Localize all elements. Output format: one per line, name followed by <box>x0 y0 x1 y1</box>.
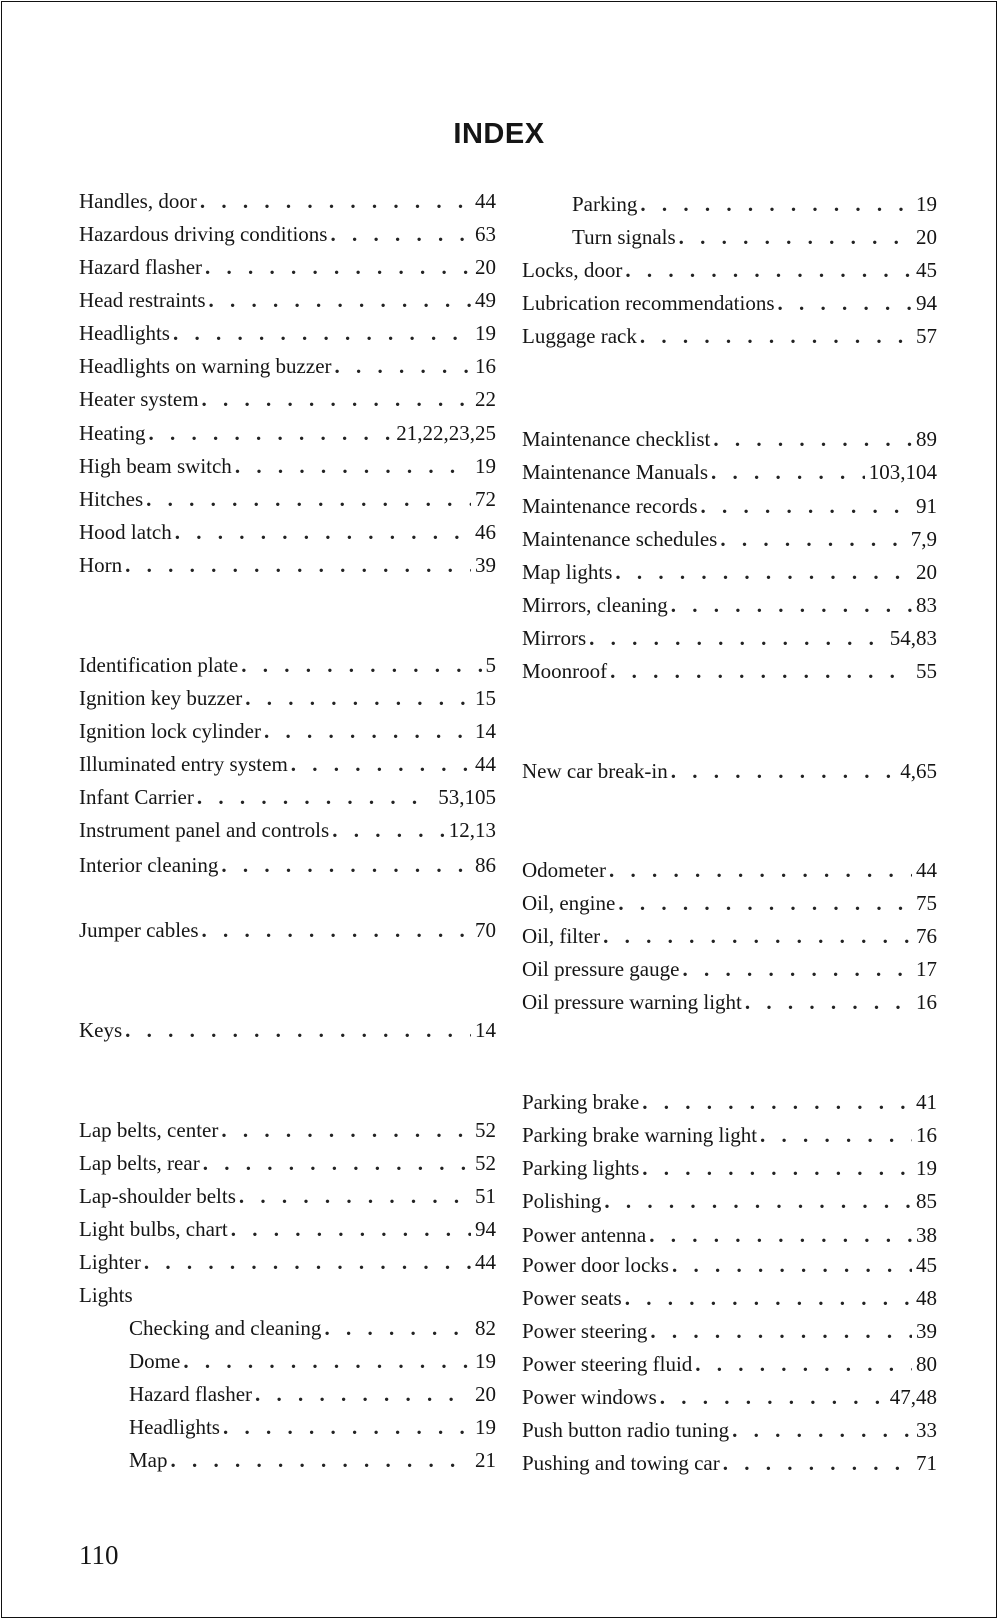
index-entry-label: Map <box>129 1448 168 1472</box>
index-page <box>1 1 997 1618</box>
index-entry-page: 20 <box>916 560 937 584</box>
dot-leader <box>640 189 912 219</box>
index-entry-page: 17 <box>916 957 937 981</box>
index-entry-page: 39 <box>916 1319 937 1343</box>
index-entry-page: 16 <box>916 1123 937 1147</box>
dot-leader <box>245 683 471 713</box>
index-entry-label: Power steering fluid <box>522 1352 693 1376</box>
index-entry-label: Maintenance schedules <box>522 527 718 551</box>
index-entry-page: 19 <box>916 1156 937 1180</box>
index-entry-page: 22 <box>475 387 496 411</box>
dot-leader <box>125 550 471 580</box>
index-entry-label: High beam switch <box>79 454 232 478</box>
dot-leader <box>202 915 471 945</box>
index-entry-label: Turn signals <box>572 225 676 249</box>
index-entry-label: Hazard flasher <box>79 255 203 279</box>
dot-leader <box>324 1313 471 1343</box>
index-entry <box>522 524 937 554</box>
index-entry <box>79 351 496 381</box>
index-entry-page: 52 <box>475 1118 496 1142</box>
dot-leader <box>649 1220 912 1250</box>
index-entry <box>79 484 496 514</box>
index-entry-label: Headlights on warning buzzer <box>79 354 332 378</box>
index-entry-page: 15 <box>475 686 496 710</box>
index-entry <box>522 1283 937 1313</box>
index-entry-label: Lighter <box>79 1250 141 1274</box>
index-entry <box>79 1015 496 1045</box>
index-entry-label: Parking brake <box>522 1090 640 1114</box>
index-entry-page: 19 <box>475 1349 496 1373</box>
dot-leader <box>720 524 906 554</box>
dot-leader <box>713 424 912 454</box>
index-entry-label: Jumper cables <box>79 918 199 942</box>
index-entry <box>79 1181 496 1211</box>
index-entry <box>522 1448 937 1478</box>
index-entry-label: Maintenance records <box>522 494 698 518</box>
dot-leader <box>610 656 912 686</box>
dot-leader <box>589 623 886 653</box>
dot-leader <box>144 1247 471 1277</box>
index-entry <box>79 186 496 216</box>
index-entry <box>129 1313 496 1343</box>
index-entry-page: 4,65 <box>900 759 937 783</box>
index-entry-label: Infant Carrier <box>79 785 194 809</box>
index-entry-label: Power seats <box>522 1286 622 1310</box>
index-entry-page: 85 <box>916 1189 937 1213</box>
dot-leader <box>672 1250 912 1280</box>
index-entry <box>522 1220 937 1250</box>
index-entry-page: 33 <box>916 1418 937 1442</box>
dot-leader <box>604 1186 912 1216</box>
dot-leader <box>291 749 471 779</box>
dot-leader <box>209 285 471 315</box>
dot-leader <box>231 1214 471 1244</box>
index-entry-page: 91 <box>916 494 937 518</box>
index-entry-label: Oil, engine <box>522 891 616 915</box>
dot-leader <box>650 1316 912 1346</box>
index-entry-page: 45 <box>916 1253 937 1277</box>
dot-leader <box>660 1382 886 1412</box>
dot-leader <box>223 1412 471 1442</box>
dot-leader <box>760 1120 912 1150</box>
dot-leader <box>711 457 865 487</box>
index-entry-label: Maintenance Manuals <box>522 460 709 484</box>
dot-leader <box>235 451 471 481</box>
index-entry-page: 70 <box>475 918 496 942</box>
index-entry <box>522 623 937 653</box>
index-entry <box>522 656 937 686</box>
index-entry-page: 80 <box>916 1352 937 1376</box>
index-entry <box>79 749 496 779</box>
dot-leader <box>197 782 434 812</box>
index-entry-label: Hazard flasher <box>129 1382 253 1406</box>
dot-leader <box>241 650 481 680</box>
index-entry-page: 44 <box>475 1250 496 1274</box>
index-entry-page: 19 <box>475 1415 496 1439</box>
index-entry-label: Odometer <box>522 858 606 882</box>
index-entry-label: Dome <box>129 1349 181 1373</box>
dot-leader <box>221 1115 471 1145</box>
index-entry-label: Locks, door <box>522 258 623 282</box>
index-entry <box>522 321 937 351</box>
index-entry <box>522 590 937 620</box>
index-entry <box>79 318 496 348</box>
dot-leader <box>146 484 471 514</box>
index-entry <box>522 888 937 918</box>
index-entry-label: Interior cleaning <box>79 853 219 877</box>
index-entry-label: Headlights <box>129 1415 220 1439</box>
index-entry-page: 21,22,23,25 <box>396 421 496 445</box>
index-entry-page: 45 <box>916 258 937 282</box>
dot-leader <box>183 1346 471 1376</box>
index-entry-label: Maintenance checklist <box>522 427 711 451</box>
index-entry <box>522 921 937 951</box>
dot-leader <box>200 186 471 216</box>
index-entry-label: Power steering <box>522 1319 648 1343</box>
dot-leader <box>778 288 912 318</box>
index-entry-label: Mirrors <box>522 626 587 650</box>
dot-leader <box>332 815 445 845</box>
index-entry <box>79 517 496 547</box>
index-entry-label: Parking <box>572 192 638 216</box>
index-entry <box>522 1250 937 1280</box>
dot-leader <box>723 1448 912 1478</box>
index-entry-page: 52 <box>475 1151 496 1175</box>
index-entry-page: 46 <box>475 520 496 544</box>
index-entry-page: 47,48 <box>889 1385 937 1409</box>
index-entry <box>522 855 937 885</box>
index-entry-label: New car break-in <box>522 759 668 783</box>
index-entry <box>522 1186 937 1216</box>
index-entry-page: 71 <box>916 1451 937 1475</box>
index-entry-label: Illuminated entry system <box>79 752 288 776</box>
index-entry-page: 19 <box>916 192 937 216</box>
index-entry-page: 19 <box>475 321 496 345</box>
index-entry <box>522 491 937 521</box>
index-entry-page: 39 <box>475 553 496 577</box>
index-entry-label: Lap belts, rear <box>79 1151 200 1175</box>
index-entry-page: 44 <box>475 189 496 213</box>
index-entry-page: 12,13 <box>448 818 496 842</box>
dot-leader <box>255 1379 471 1409</box>
index-entry-page: 83 <box>916 593 937 617</box>
index-entry <box>522 1382 937 1412</box>
index-entry-label: Moonroof <box>522 659 608 683</box>
index-entry-page: 72 <box>475 487 496 511</box>
index-entry <box>79 1280 496 1310</box>
index-entry-page: 44 <box>916 858 937 882</box>
dot-leader <box>615 557 912 587</box>
index-entry-page: 16 <box>475 354 496 378</box>
index-entry <box>79 650 496 680</box>
index-entry-page: 44 <box>475 752 496 776</box>
index-entry-label: Parking lights <box>522 1156 640 1180</box>
index-entry-label: Heating <box>79 421 146 445</box>
index-entry <box>79 418 496 448</box>
index-entry-label: Power windows <box>522 1385 657 1409</box>
index-entry-page: 63 <box>475 222 496 246</box>
index-entry-label: Horn <box>79 553 123 577</box>
index-entry-label: Light bulbs, chart <box>79 1217 228 1241</box>
dot-leader <box>671 590 912 620</box>
dot-leader <box>221 850 471 880</box>
index-entry-page: 82 <box>475 1316 496 1340</box>
dot-leader <box>175 517 471 547</box>
dot-leader <box>335 351 471 381</box>
index-entry-label: Polishing <box>522 1189 602 1213</box>
index-entry-page: 19 <box>475 454 496 478</box>
dot-leader <box>625 255 912 285</box>
index-entry-page: 14 <box>475 1018 496 1042</box>
index-entry <box>79 683 496 713</box>
index-entry-page: 51 <box>475 1184 496 1208</box>
index-entry-page: 21 <box>475 1448 496 1472</box>
dot-leader <box>695 1349 912 1379</box>
index-entry-label: Map lights <box>522 560 613 584</box>
index-entry-label: Heater system <box>79 387 199 411</box>
index-entry-page: 20 <box>916 225 937 249</box>
index-entry <box>79 1115 496 1145</box>
index-entry <box>572 222 937 252</box>
index-entry-label: Ignition lock cylinder <box>79 719 261 743</box>
index-entry-label: Oil, filter <box>522 924 601 948</box>
index-entry-label: Checking and cleaning <box>129 1316 322 1340</box>
index-entry-page: 53,105 <box>438 785 496 809</box>
index-entry <box>522 288 937 318</box>
index-entry-page: 76 <box>916 924 937 948</box>
index-entry-label: Luggage rack <box>522 324 637 348</box>
index-entry-page: 5 <box>485 653 496 677</box>
index-entry-page: 57 <box>916 324 937 348</box>
dot-leader <box>640 321 912 351</box>
dot-leader <box>173 318 471 348</box>
index-entry <box>79 451 496 481</box>
index-entry-page: 54,83 <box>889 626 937 650</box>
index-entry-label: Handles, door <box>79 189 197 213</box>
index-entry-label: Oil pressure warning light <box>522 990 742 1014</box>
index-entry-label: Pushing and towing car <box>522 1451 720 1475</box>
dot-leader <box>701 491 913 521</box>
dot-leader <box>609 855 912 885</box>
index-entry-label: Instrument panel and controls <box>79 818 330 842</box>
index-entry <box>79 815 496 845</box>
dot-leader <box>330 219 471 249</box>
dot-leader <box>171 1445 472 1475</box>
index-entry-page: 16 <box>916 990 937 1014</box>
index-entry-page: 55 <box>916 659 937 683</box>
dot-leader <box>732 1415 912 1445</box>
dot-leader <box>625 1283 912 1313</box>
index-entry <box>79 915 496 945</box>
index-entry-page: 94 <box>916 291 937 315</box>
index-entry-label: Power door locks <box>522 1253 669 1277</box>
index-entry <box>522 255 937 285</box>
index-entry <box>522 1349 937 1379</box>
dot-leader <box>148 418 392 448</box>
index-entry <box>79 850 496 880</box>
index-entry <box>522 457 937 487</box>
index-entry <box>522 1087 937 1117</box>
index-entry <box>129 1412 496 1442</box>
index-entry <box>522 557 937 587</box>
index-entry-page: 41 <box>916 1090 937 1114</box>
dot-leader <box>202 384 471 414</box>
index-entry-label: Parking brake warning light <box>522 1123 758 1147</box>
index-entry-page: 75 <box>916 891 937 915</box>
index-entry-label: Keys <box>79 1018 123 1042</box>
index-entry-page: 49 <box>475 288 496 312</box>
dot-leader <box>642 1153 912 1183</box>
index-entry-label: Hood latch <box>79 520 172 544</box>
dot-leader <box>682 954 912 984</box>
index-entry <box>79 1247 496 1277</box>
index-entry <box>522 1316 937 1346</box>
dot-leader <box>205 252 471 282</box>
index-entry-label: Head restraints <box>79 288 206 312</box>
index-entry <box>522 756 937 786</box>
index-entry <box>522 1153 937 1183</box>
index-entry <box>522 987 937 1017</box>
index-entry-label: Ignition key buzzer <box>79 686 243 710</box>
index-entry-label: Hitches <box>79 487 144 511</box>
index-entry-page: 38 <box>916 1223 937 1247</box>
dot-leader <box>642 1087 912 1117</box>
index-entry <box>79 782 496 812</box>
dot-leader <box>203 1148 471 1178</box>
index-entry-label: Lights <box>79 1283 133 1307</box>
index-entry <box>79 252 496 282</box>
dot-leader <box>603 921 912 951</box>
dot-leader <box>125 1015 471 1045</box>
index-entry <box>79 285 496 315</box>
index-entry <box>129 1379 496 1409</box>
index-entry-page: 20 <box>475 1382 496 1406</box>
index-entry <box>129 1445 496 1475</box>
index-entry-label: Hazardous driving conditions <box>79 222 328 246</box>
index-entry <box>79 550 496 580</box>
index-entry-page: 94 <box>475 1217 496 1241</box>
dot-leader <box>679 222 912 252</box>
index-entry <box>522 1120 937 1150</box>
page-number: 110 <box>79 1540 119 1570</box>
index-entry-label: Headlights <box>79 321 170 345</box>
index-entry-page: 20 <box>475 255 496 279</box>
index-entry <box>79 716 496 746</box>
index-entry-label: Lap belts, center <box>79 1118 219 1142</box>
index-entry-label: Oil pressure gauge <box>522 957 680 981</box>
dot-leader <box>618 888 912 918</box>
index-entry-label: Lubrication recommendations <box>522 291 775 315</box>
index-entry <box>572 189 937 219</box>
index-entry-label: Lap-shoulder belts <box>79 1184 236 1208</box>
index-entry <box>79 1148 496 1178</box>
index-entry <box>129 1346 496 1376</box>
dot-leader <box>671 756 897 786</box>
index-entry-label: Identification plate <box>79 653 239 677</box>
index-entry <box>522 424 937 454</box>
index-entry-page: 86 <box>475 853 496 877</box>
dot-leader <box>264 716 471 746</box>
index-entry <box>522 1415 937 1445</box>
index-entry-page: 48 <box>916 1286 937 1310</box>
index-entry-label: Push button radio tuning <box>522 1418 730 1442</box>
index-entry-page: 7,9 <box>910 527 937 551</box>
index-entry-page: 103,104 <box>868 460 937 484</box>
index-entry-page: 89 <box>916 427 937 451</box>
index-entry <box>79 1214 496 1244</box>
index-entry <box>522 954 937 984</box>
index-entry-label: Power antenna <box>522 1223 647 1247</box>
index-entry-page: 14 <box>475 719 496 743</box>
dot-leader <box>745 987 912 1017</box>
dot-leader <box>239 1181 471 1211</box>
index-entry <box>79 219 496 249</box>
index-entry-label: Mirrors, cleaning <box>522 593 668 617</box>
page-title: INDEX <box>453 118 545 150</box>
index-entry <box>79 384 496 414</box>
